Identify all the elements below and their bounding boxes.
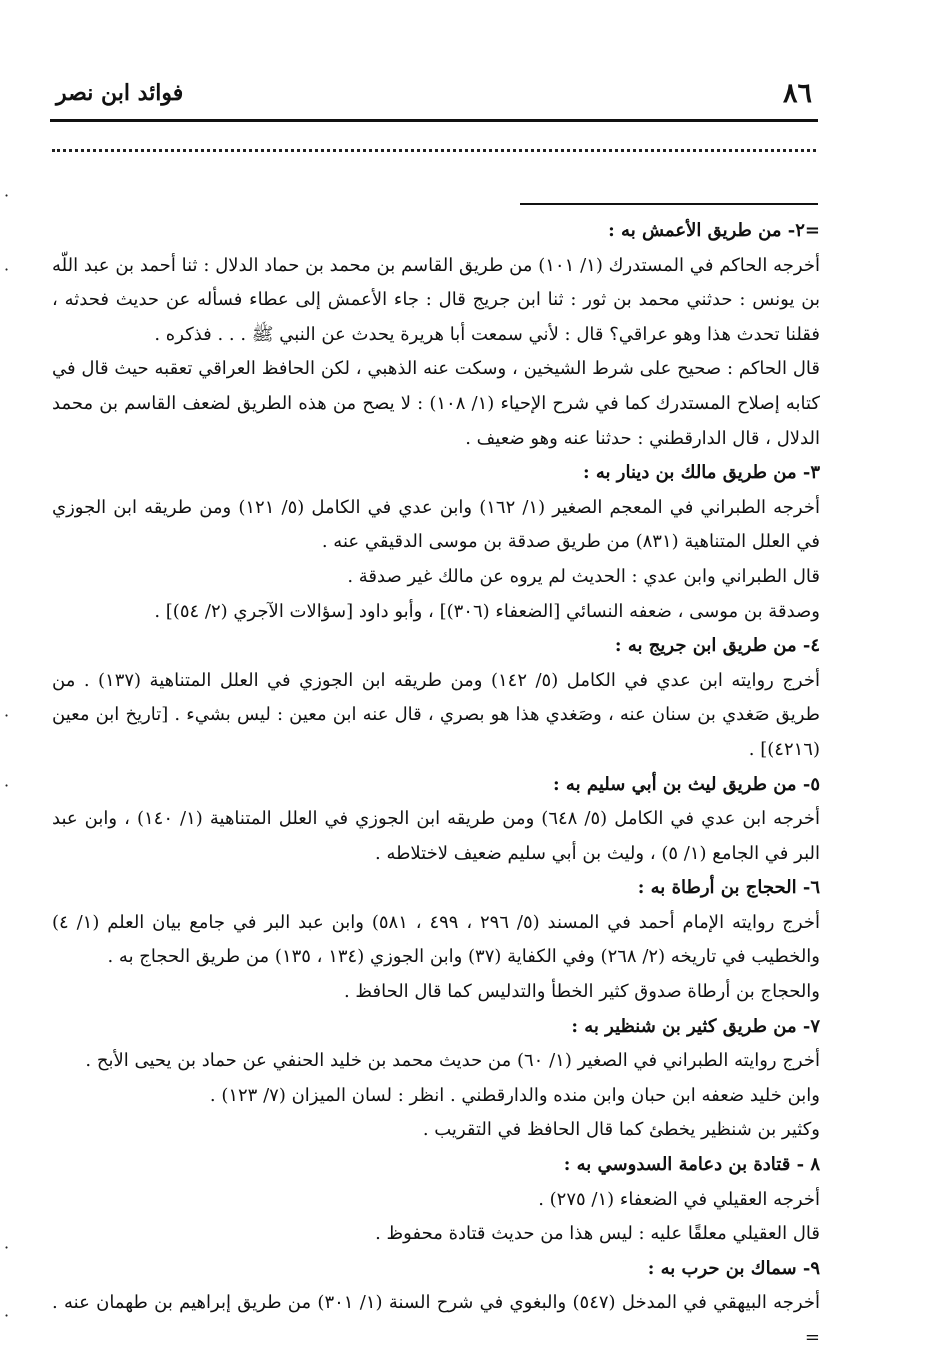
paragraph: أخرجه الحاكم في المستدرك (١/ ١٠١) من طريق القاسم بن محمد بن حماد الدلال : ثنا أحمد بن عبد اللّه بن يونس : حدثني محمد بن ثور : ثنا ابن جريج قال : جاء الأعمش إلى عطاء فسأله عن حديث فحدثه ، فقلنا تحدث هذا وهو عراقي؟ قال : لأني سمعت أبا هريرة يحدث عن النبي ﷺ . . . فذكره . (52, 254, 820, 345)
paragraph: أخرجه ابن عدي في الكامل (٥/ ٦٤٨) ومن طريقه ابن الجوزي في العلل المتناهية (١/ ١٤٠) ، وابن عبد البر في الجامع (١/ ٥) ، وليث بن أبي سليم ضعيف لاختلاطه . (52, 808, 820, 864)
paragraph: وكثير بن شنظير يخطئ كما قال الحافظ في التقريب . (422, 1119, 820, 1141)
paragraph: أخرج روايته الطبراني في الصغير (١/ ٦٠) من حديث محمد بن خليد الحنفي عن حماد بن يحيى الأبح . (85, 1050, 820, 1072)
paragraph: أخرجه العقيلي في الضعفاء (١/ ٢٧٥) . (538, 1188, 820, 1210)
paragraph: أخرجه البيهقي في المدخل (٥٤٧) والبغوي في شرح السنة (١/ ٣٠١) من طريق إبراهيم بن طهمان عنه . = (52, 1292, 820, 1348)
paragraph: قال العقيلي معلقًا عليه : ليس هذا من حديث قتادة محفوظ . (375, 1223, 820, 1245)
scan-speck: · (4, 706, 10, 725)
page-header (52, 74, 818, 120)
dotted-separator (52, 149, 816, 152)
paragraph: قال الحاكم : صحيح على شرط الشيخين ، وسكت عنه الذهبي ، لكن الحافظ العراقي تعقبه حيث قال في كتابه إصلاح المستدرك كما في شرح الإحياء (١/ ١٠٨) : لا يصح من هذه الطريق لضعف القاسم بن محمد الدلال ، قال الدارقطني : حدثنا عنه وهو ضعيف . (52, 358, 820, 449)
scan-speck: · (4, 260, 10, 279)
page-number: ٨٦ (782, 78, 812, 109)
paragraph: أخرجه الطبراني في المعجم الصغير (١/ ١٦٢) وابن عدي في الكامل (٥/ ١٢١) ومن طريقه ابن الجوزي في العلل المتناهية (٨٣١) من طريق صدقة بن موسى الدقيقي عنه . (52, 496, 820, 553)
paragraph: وصدقة بن موسى ، ضعفه النسائي [الضعفاء (٣٠٦)] ، وأبو داود [سؤالات الآجري (٢/ ٥٤)] . (154, 600, 820, 622)
section-heading: ٥- من طريق ليث بن أبي سليم به : (553, 773, 820, 795)
section-heading: ٩- سماك بن حرب به : (647, 1257, 820, 1279)
scan-speck: · (4, 776, 10, 795)
scan-speck: · (4, 1306, 10, 1325)
scan-speck: · (4, 1238, 10, 1257)
footnote-rule (520, 203, 818, 205)
paragraph: قال الطبراني وابن عدي : الحديث لم يروه عن مالك غير صدقة . (347, 565, 820, 587)
scan-speck: · (4, 186, 10, 205)
section-heading: ٨ - قتادة بن دعامة السدوسي به : (563, 1154, 820, 1176)
paragraph: أخرج روايته ابن عدي في الكامل (٥/ ١٤٢) ومن طريقه ابن الجوزي في العلل المتناهية (١٣٧) . من طريق صَغدي بن سنان عنه ، وصَغدي هذا هو بصري ، قال عنه ابن معين : ليس بشيء . [تاريخ ابن معين (٤٢١٦)] . (52, 669, 821, 760)
footnote-body (52, 214, 820, 1356)
section-heading: ٤- من طريق ابن جريج به : (614, 635, 820, 657)
section-heading: ٦- الحجاج بن أرطاة به : (637, 877, 820, 899)
paragraph: والحجاج بن أرطاة صدوق كثير الخطأ والتدليس كما قال الحافظ . (343, 981, 820, 1003)
header-rule (50, 119, 818, 122)
section-heading: =٢- من طريق الأعمش به : (608, 220, 820, 241)
running-title: فوائد ابن نصر (56, 80, 184, 106)
section-heading: ٧- من طريق كثير بن شنظير به : (571, 1015, 820, 1037)
section-heading: ٣- من طريق مالك بن دينار به : (582, 462, 820, 484)
paragraph: أخرج روايته الإمام أحمد في المسند (٥/ ٢٩٦ ، ٤٩٩ ، ٥٨١) وابن عبد البر في جامع بيان العلم (١/ ٤) والخطيب في تاريخه (٢/ ٢٦٨) وفي الكفاية (٣٧) وابن الجوزي (١٣٤ ، ١٣٥) من طريق الحجاج به . (52, 911, 820, 968)
paragraph: وابن خليد ضعفه ابن حبان وابن منده والدارقطني . انظر : لسان الميزان (٧/ ١٢٣) . (209, 1084, 820, 1106)
